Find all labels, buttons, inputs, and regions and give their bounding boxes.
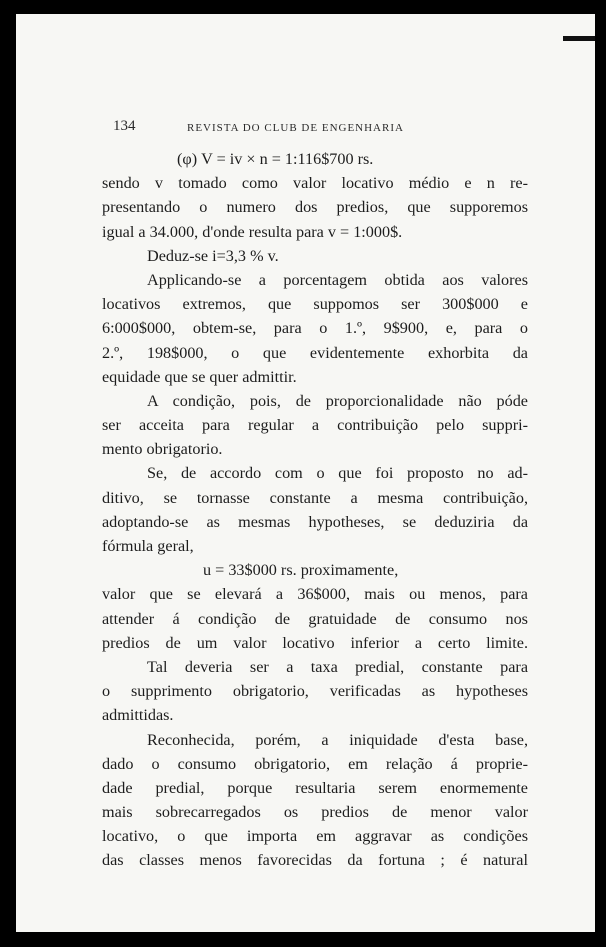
text-line: 2.º, 198$000, o que evidentemente exhorbita da xyxy=(102,343,528,362)
text-line: attender á condição de gratuidade de consumo nos xyxy=(102,609,528,628)
formula-line: (φ) V = iv × n = 1:116$700 rs. xyxy=(177,150,374,168)
text-line: ser acceita para regular a contribuição pelo suppri- xyxy=(102,416,528,435)
text-line: Deduz-se i=3,3 % v. xyxy=(147,246,279,265)
scan-corner-mark xyxy=(563,36,595,41)
text-line: adoptando-se as mesmas hypotheses, se deduziria da xyxy=(102,512,528,531)
text-line: Se, de accordo com o que foi proposto no ad- xyxy=(147,464,528,483)
document-page xyxy=(16,14,595,932)
text-line: Reconhecida, porém, a iniquidade d'esta base, xyxy=(147,730,528,749)
text-line: mais sobrecarregados os predios de menor valor xyxy=(102,803,528,822)
text-line: valor que se elevará a 36$000, mais ou menos, para xyxy=(102,585,528,604)
body-text xyxy=(102,147,528,873)
text-line: equidade que se quer admittir. xyxy=(102,367,297,386)
text-line: sendo v tomado como valor locativo médio e n re- xyxy=(102,174,528,193)
text-line: 6:000$000, obtem-se, para o 1.º, 9$900, e, para o xyxy=(102,319,528,338)
text-line: A condição, pois, de proporcionalidade não póde xyxy=(147,391,528,410)
page-number: 134 xyxy=(113,118,136,134)
text-line: dade predial, porque resultaria serem enormemente xyxy=(102,778,528,797)
text-line: igual a 34.000, d'onde resulta para v = 1:000$. xyxy=(102,222,403,241)
text-line: mento obrigatorio. xyxy=(102,440,223,459)
formula-line: u = 33$000 rs. proximamente, xyxy=(203,561,399,580)
running-head: REVISTA DO CLUB DE ENGENHARIA xyxy=(187,122,404,134)
text-line: presentando o numero dos predios, que supporemos xyxy=(102,198,528,217)
text-line: locativos extremos, que suppomos ser 300$000 e xyxy=(102,295,528,314)
text-line: dado o consumo obrigatorio, em relação á proprie- xyxy=(102,754,528,773)
text-line: locativo, o que importa em aggravar as condições xyxy=(102,827,528,846)
text-line: admittidas. xyxy=(102,706,174,725)
text-line: o supprimento obrigatorio, verificadas as hypotheses xyxy=(102,682,528,701)
text-line: das classes menos favorecidas da fortuna ; é natural xyxy=(102,851,528,870)
text-line: Tal deveria ser a taxa predial, constante para xyxy=(147,657,528,676)
text-line: Applicando-se a porcentagem obtida aos valores xyxy=(147,270,528,289)
text-line: ditivo, se tornasse constante a mesma contribuição, xyxy=(102,488,528,507)
text-line: predios de um valor locativo inferior a certo limite. xyxy=(102,633,528,652)
text-line: fórmula geral, xyxy=(102,537,194,555)
